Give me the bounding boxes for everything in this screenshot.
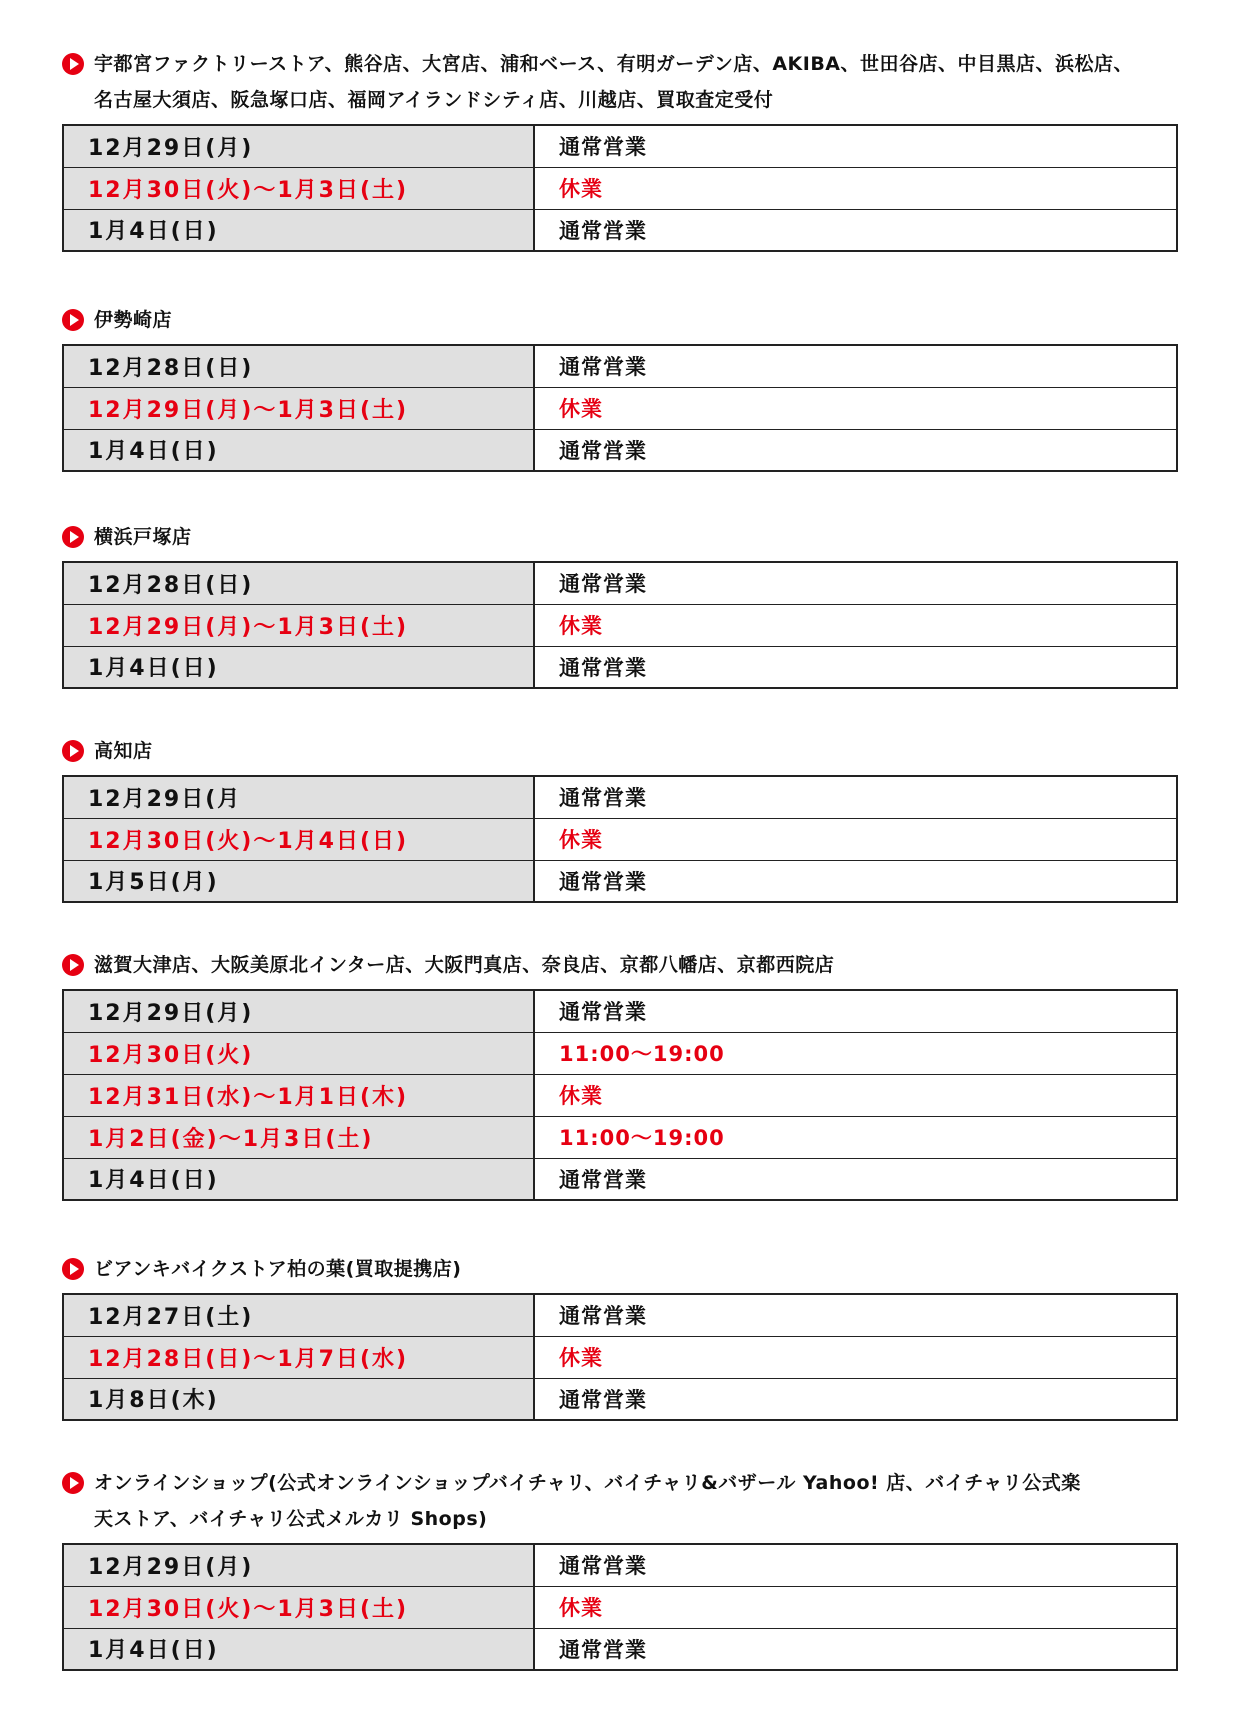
table-row [63, 125, 1177, 167]
heading-line: オンラインショップ(公式オンラインショップバイチャリ、バイチャリ&バザール Yahoo! 店、バイチャリ公式楽 [94, 1472, 1081, 1494]
status-cell: 通常営業 [534, 1378, 1177, 1420]
date-cell: 12月27日(土) [63, 1294, 534, 1336]
heading-line: 名古屋大須店、阪急塚口店、福岡アイランドシティ店、川越店、買取査定受付 [94, 89, 774, 111]
heading-line: 宇都宮ファクトリーストア、熊谷店、大宮店、浦和ベース、有明ガーデン店、AKIBA、世田谷店、中目黒店、浜松店、 [94, 53, 1134, 75]
heading-line: 横浜戸塚店 [94, 526, 192, 548]
table-row [63, 1116, 1177, 1158]
table-row [63, 776, 1177, 818]
table-row [63, 646, 1177, 688]
section-heading [62, 947, 1178, 983]
section-heading [62, 302, 1178, 338]
status-cell: 通常営業 [534, 125, 1177, 167]
status-cell: 休業 [534, 387, 1177, 429]
section-heading [62, 733, 1178, 769]
date-cell: 12月30日(火) [63, 1032, 534, 1074]
date-cell: 1月4日(日) [63, 209, 534, 251]
status-cell: 休業 [534, 1586, 1177, 1628]
table-row [63, 562, 1177, 604]
schedule-table [62, 1543, 1178, 1671]
table-row [63, 387, 1177, 429]
date-cell: 12月29日(月)〜1月3日(土) [63, 387, 534, 429]
date-cell: 12月29日(月 [63, 776, 534, 818]
section-heading [62, 46, 1178, 118]
schedule-table [62, 344, 1178, 472]
schedule-table [62, 124, 1178, 252]
status-cell: 休業 [534, 167, 1177, 209]
date-cell: 1月4日(日) [63, 1628, 534, 1670]
status-cell: 休業 [534, 604, 1177, 646]
section-heading [62, 519, 1178, 555]
table-row [63, 1074, 1177, 1116]
heading-line: 伊勢崎店 [94, 309, 173, 331]
table-row [63, 429, 1177, 471]
play-circle-icon [62, 1258, 84, 1280]
table-row [63, 345, 1177, 387]
table-row [63, 1628, 1177, 1670]
status-cell: 通常営業 [534, 646, 1177, 688]
table-row [63, 1586, 1177, 1628]
status-cell: 通常営業 [534, 1158, 1177, 1200]
heading-line: 高知店 [94, 740, 153, 762]
heading-line: 滋賀大津店、大阪美原北インター店、大阪門真店、奈良店、京都八幡店、京都西院店 [94, 954, 835, 976]
schedule-section-kansai-stores [62, 947, 1178, 1201]
table-row [63, 1544, 1177, 1586]
status-cell: 通常営業 [534, 990, 1177, 1032]
table-row [63, 1336, 1177, 1378]
status-cell: 通常営業 [534, 1628, 1177, 1670]
schedule-table [62, 989, 1178, 1201]
play-circle-icon [62, 1472, 84, 1494]
table-row [63, 1378, 1177, 1420]
status-cell: 通常営業 [534, 209, 1177, 251]
status-cell: 休業 [534, 1336, 1177, 1378]
date-cell: 1月4日(日) [63, 1158, 534, 1200]
table-row [63, 1032, 1177, 1074]
date-cell: 12月30日(火)〜1月3日(土) [63, 167, 534, 209]
play-circle-icon [62, 954, 84, 976]
date-cell: 12月29日(月) [63, 990, 534, 1032]
status-cell: 通常営業 [534, 860, 1177, 902]
date-cell: 12月30日(火)〜1月4日(日) [63, 818, 534, 860]
table-row [63, 990, 1177, 1032]
schedule-section-kochi [62, 733, 1178, 903]
schedule-section-isesaki [62, 302, 1178, 472]
status-cell: 通常営業 [534, 429, 1177, 471]
status-cell: 通常営業 [534, 562, 1177, 604]
date-cell: 12月30日(火)〜1月3日(土) [63, 1586, 534, 1628]
date-cell: 12月28日(日) [63, 345, 534, 387]
date-cell: 1月2日(金)〜1月3日(土) [63, 1116, 534, 1158]
schedule-section-factory-stores [62, 46, 1178, 252]
status-cell: 通常営業 [534, 1544, 1177, 1586]
heading-line: 天ストア、バイチャリ公式メルカリ Shops) [94, 1508, 488, 1530]
table-row [63, 167, 1177, 209]
table-row [63, 1294, 1177, 1336]
table-row [63, 209, 1177, 251]
play-circle-icon [62, 53, 84, 75]
schedule-table [62, 561, 1178, 689]
table-row [63, 860, 1177, 902]
status-cell: 11:00〜19:00 [534, 1116, 1177, 1158]
status-cell: 休業 [534, 818, 1177, 860]
status-cell: 通常営業 [534, 345, 1177, 387]
status-cell: 11:00〜19:00 [534, 1032, 1177, 1074]
date-cell: 12月31日(水)〜1月1日(木) [63, 1074, 534, 1116]
heading-line: ビアンキバイクストア柏の葉(買取提携店) [94, 1258, 462, 1280]
section-heading [62, 1251, 1178, 1287]
play-circle-icon [62, 740, 84, 762]
date-cell: 12月29日(月) [63, 1544, 534, 1586]
schedule-table [62, 775, 1178, 903]
status-cell: 通常営業 [534, 1294, 1177, 1336]
schedule-section-online-shop [62, 1465, 1178, 1671]
play-circle-icon [62, 309, 84, 331]
date-cell: 1月5日(月) [63, 860, 534, 902]
table-row [63, 818, 1177, 860]
schedule-section-yokohama-totsuka [62, 519, 1178, 689]
status-cell: 休業 [534, 1074, 1177, 1116]
date-cell: 12月28日(日)〜1月7日(水) [63, 1336, 534, 1378]
date-cell: 1月8日(木) [63, 1378, 534, 1420]
section-heading [62, 1465, 1178, 1537]
date-cell: 12月28日(日) [63, 562, 534, 604]
status-cell: 通常営業 [534, 776, 1177, 818]
date-cell: 1月4日(日) [63, 429, 534, 471]
play-circle-icon [62, 526, 84, 548]
date-cell: 12月29日(月) [63, 125, 534, 167]
schedule-section-bianchi-kashiwanoha [62, 1251, 1178, 1421]
date-cell: 1月4日(日) [63, 646, 534, 688]
table-row [63, 1158, 1177, 1200]
schedule-table [62, 1293, 1178, 1421]
date-cell: 12月29日(月)〜1月3日(土) [63, 604, 534, 646]
table-row [63, 604, 1177, 646]
